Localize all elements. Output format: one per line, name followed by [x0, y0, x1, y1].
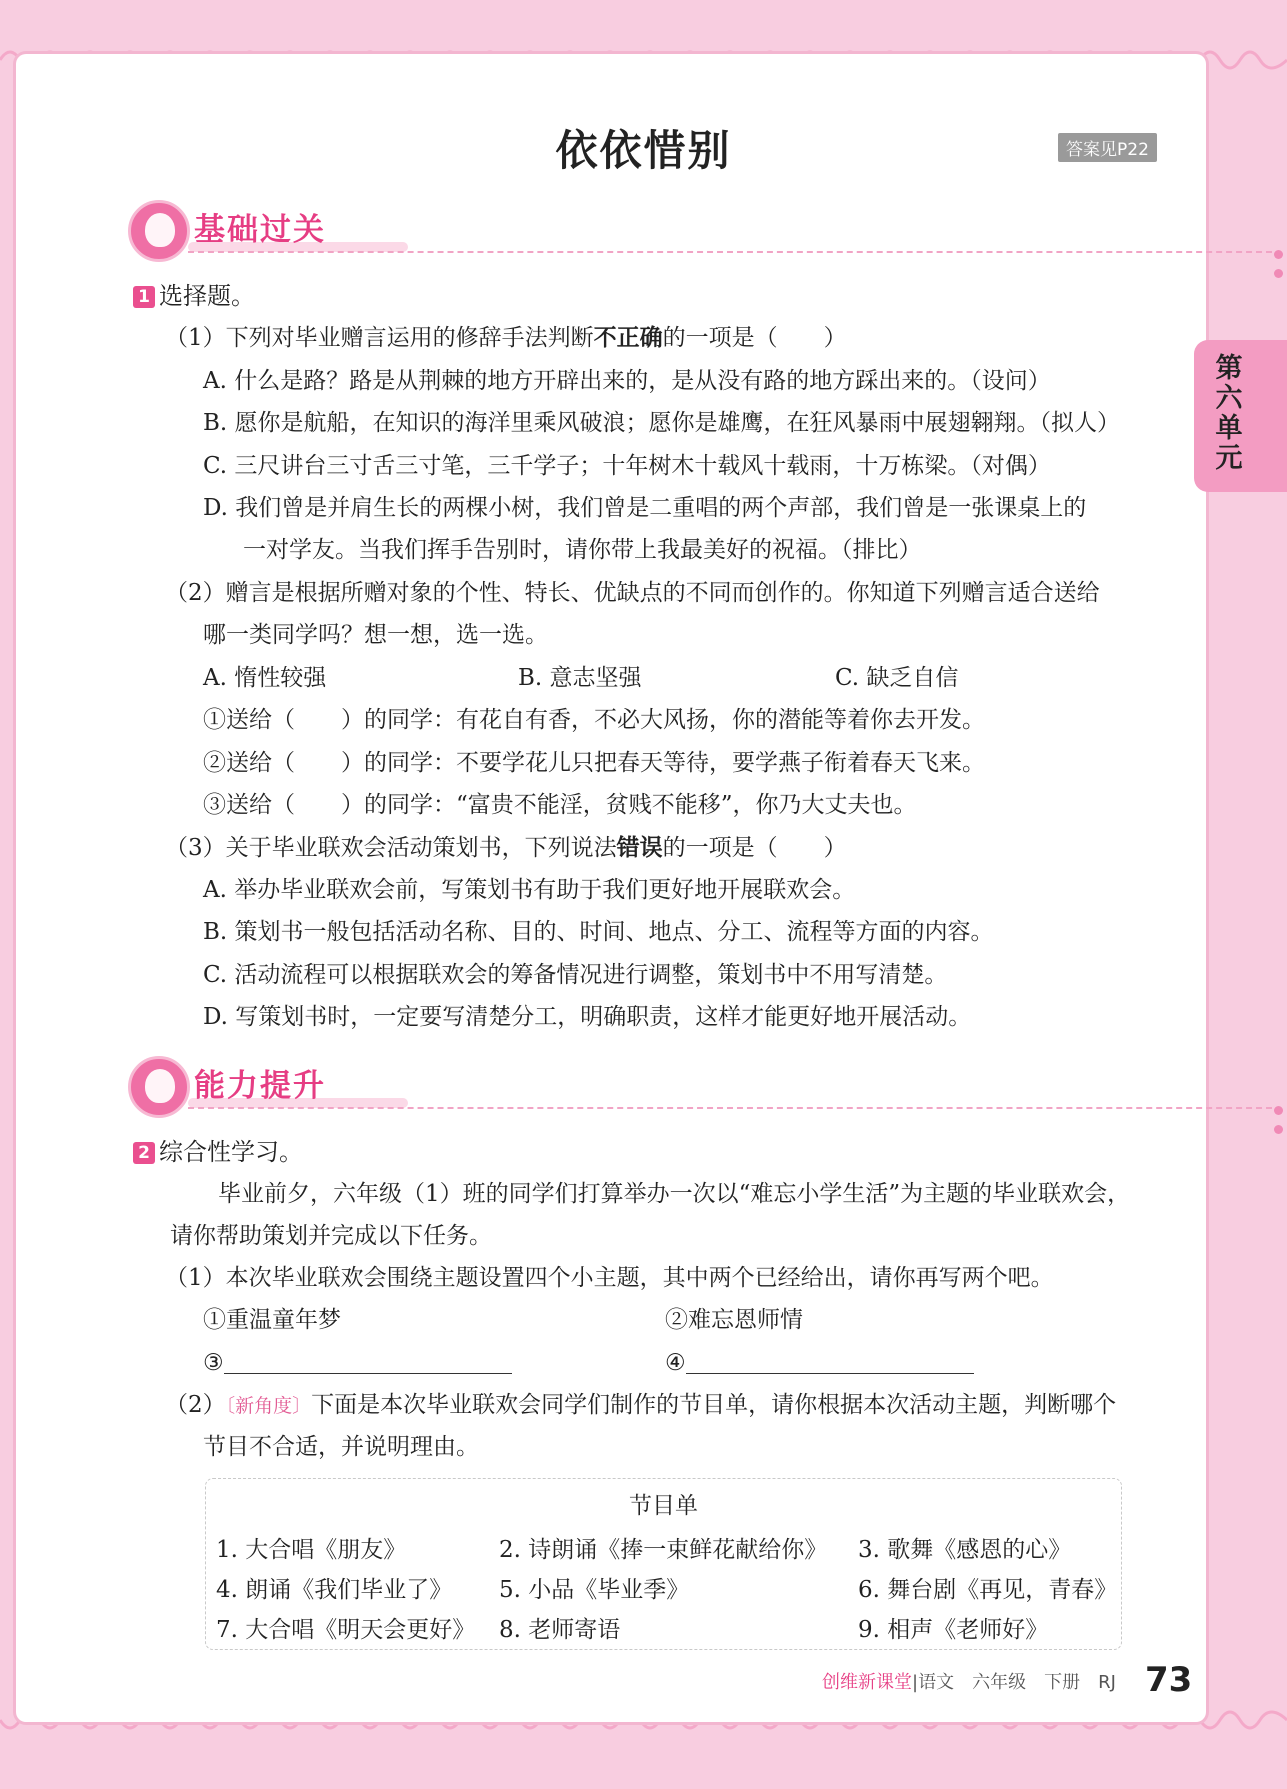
q1-sub1-stem	[165, 323, 847, 353]
footer-info	[822, 1668, 1116, 1694]
q2-theme-4-label: ④	[665, 1350, 686, 1376]
q2-theme-4-blank[interactable]	[686, 1351, 974, 1374]
q1-sub1-option-c: C. 三尺讲台三寸舌三寸笔，三千学子；十年树木十载风十载雨，十万栋梁。（对偶）	[203, 453, 1051, 479]
q1-sub3-stem	[165, 833, 847, 863]
question-1-title: 选择题。	[159, 282, 255, 310]
section-end-dots	[1274, 1100, 1285, 1138]
q2-sub2-stem-line2: 节目不合适，并说明理由。	[203, 1434, 479, 1460]
program-item: 9. 相声《老师好》	[858, 1617, 1049, 1643]
q1-sub2-option-a: A. 惰性较强	[203, 665, 327, 691]
program-item: 5. 小品《毕业季》	[499, 1577, 690, 1603]
program-item: 7. 大合唱《明天会更好》	[216, 1617, 476, 1643]
q1-sub3-option-d: D. 写策划书时，一定要写清楚分工，明确职责，这样才能更好地开展活动。	[203, 1004, 972, 1030]
new-angle-tag: 〔新角度〕	[225, 1395, 312, 1417]
section-header-ability	[128, 1056, 1168, 1116]
q1-sub2-row-1: ①送给（ ）的同学：有花自有香，不必大风扬，你的潜能等着你去开发。	[203, 707, 985, 733]
q1-sub3-option-b: B. 策划书一般包括活动名称、目的、时间、地点、分工、流程等方面的内容。	[203, 919, 994, 945]
q2-sub2-prefix: （2）	[165, 1392, 226, 1418]
q1-sub2-row-2: ②送给（ ）的同学：不要学花儿只把春天等待，要学燕子衔着春天飞来。	[203, 750, 985, 776]
program-item: 2. 诗朗诵《捧一束鲜花献给你》	[499, 1537, 828, 1563]
q2-intro-line2: 请你帮助策划并完成以下任务。	[170, 1223, 492, 1249]
q1-sub1-emphasis: 不正确	[593, 325, 663, 351]
q2-sub1-stem: （1）本次毕业联欢会围绕主题设置四个小主题，其中两个已经给出，请你再写两个吧。	[165, 1265, 1054, 1291]
q1-sub2-option-b: B. 意志坚强	[518, 665, 642, 691]
section-title-basic: 基础过关	[194, 212, 326, 248]
q2-theme-2: ②难忘恩师情	[665, 1307, 803, 1333]
footer-brand: 创维新课堂	[822, 1672, 912, 1693]
question-number-badge: 2	[133, 1142, 155, 1164]
q1-sub2-stem-line2: 哪一类同学吗？想一想，选一选。	[203, 622, 548, 648]
q2-theme-3-label: ③	[203, 1350, 224, 1376]
section-title-ability: 能力提升	[194, 1068, 326, 1104]
q1-sub1-option-a: A. 什么是路？路是从荆棘的地方开辟出来的，是从没有路的地方踩出来的。（设问）	[203, 368, 1051, 394]
q2-sub2-stem	[165, 1390, 1116, 1421]
section-dashed-line	[188, 251, 1272, 253]
q2-theme-4	[665, 1348, 974, 1378]
q1-sub1-option-b: B. 愿你是航船，在知识的海洋里乘风破浪；愿你是雄鹰，在狂风暴雨中展翅翱翔。（拟人）	[203, 410, 1121, 436]
q1-sub2-stem-line1: （2）赠言是根据所赠对象的个性、特长、优缺点的不同而创作的。你知道下列赠言适合送给	[165, 580, 1100, 606]
question-2-heading	[133, 1137, 303, 1167]
program-item: 3. 歌舞《感恩的心》	[858, 1537, 1072, 1563]
q1-sub1-stem-pre: （1）下列对毕业赠言运用的修辞手法判断	[165, 325, 594, 351]
mascot-icon	[128, 200, 190, 262]
section-dashed-line	[188, 1107, 1272, 1109]
q1-sub1-option-d-line2: 一对学友。当我们挥手告别时，请你带上我最美好的祝福。（排比）	[243, 537, 922, 563]
footer-book-info: 语文 六年级 下册 RJ	[918, 1672, 1116, 1693]
unit-side-tab-label: 第六单元	[1215, 353, 1243, 474]
program-list-box	[205, 1478, 1122, 1650]
unit-side-tab	[1194, 340, 1287, 492]
q1-sub1-option-d-line1: D. 我们曾是并肩生长的两棵小树，我们曾是二重唱的两个声部，我们曾是一张课桌上的	[203, 495, 1087, 521]
question-2-title: 综合性学习。	[159, 1138, 303, 1166]
page-title: 依依惜别	[555, 126, 732, 175]
page-number: 73	[1145, 1660, 1193, 1700]
question-1-heading	[133, 281, 255, 311]
section-end-dots	[1274, 244, 1285, 282]
q2-sub2-stem-text: 下面是本次毕业联欢会同学们制作的节目单，请你根据本次活动主题，判断哪个	[311, 1392, 1117, 1418]
q1-sub2-option-c: C. 缺乏自信	[835, 665, 959, 691]
q1-sub3-option-c: C. 活动流程可以根据联欢会的筹备情况进行调整，策划书中不用写清楚。	[203, 962, 948, 988]
q1-sub3-stem-pre: （3）关于毕业联欢会活动策划书，下列说法	[165, 835, 617, 861]
program-item: 6. 舞台剧《再见，青春》	[858, 1577, 1118, 1603]
q2-theme-3	[203, 1348, 512, 1378]
q2-theme-3-blank[interactable]	[224, 1351, 512, 1374]
mascot-icon	[128, 1056, 190, 1118]
q1-sub3-emphasis: 错误	[616, 835, 663, 861]
q2-theme-1: ①重温童年梦	[203, 1307, 341, 1333]
q1-sub3-stem-post: 的一项是（ ）	[662, 835, 847, 861]
q1-sub1-stem-post: 的一项是（ ）	[662, 325, 847, 351]
answer-reference-badge: 答案见P22	[1058, 133, 1157, 162]
program-item: 8. 老师寄语	[499, 1617, 621, 1643]
question-number-badge: 1	[133, 286, 155, 308]
program-list-title: 节目单	[629, 1493, 698, 1519]
section-header-basic	[128, 200, 1168, 260]
q1-sub2-row-3: ③送给（ ）的同学：“富贵不能淫，贫贱不能移”，你乃大丈夫也。	[203, 792, 917, 818]
program-item: 4. 朗诵《我们毕业了》	[216, 1577, 453, 1603]
q1-sub3-option-a: A. 举办毕业联欢会前，写策划书有助于我们更好地开展联欢会。	[203, 877, 856, 903]
footer-separator: |	[912, 1672, 919, 1693]
program-item: 1. 大合唱《朋友》	[216, 1537, 407, 1563]
q2-intro-line1: 毕业前夕，六年级（1）班的同学们打算举办一次以“难忘小学生活”为主题的毕业联欢会，	[218, 1181, 1131, 1207]
